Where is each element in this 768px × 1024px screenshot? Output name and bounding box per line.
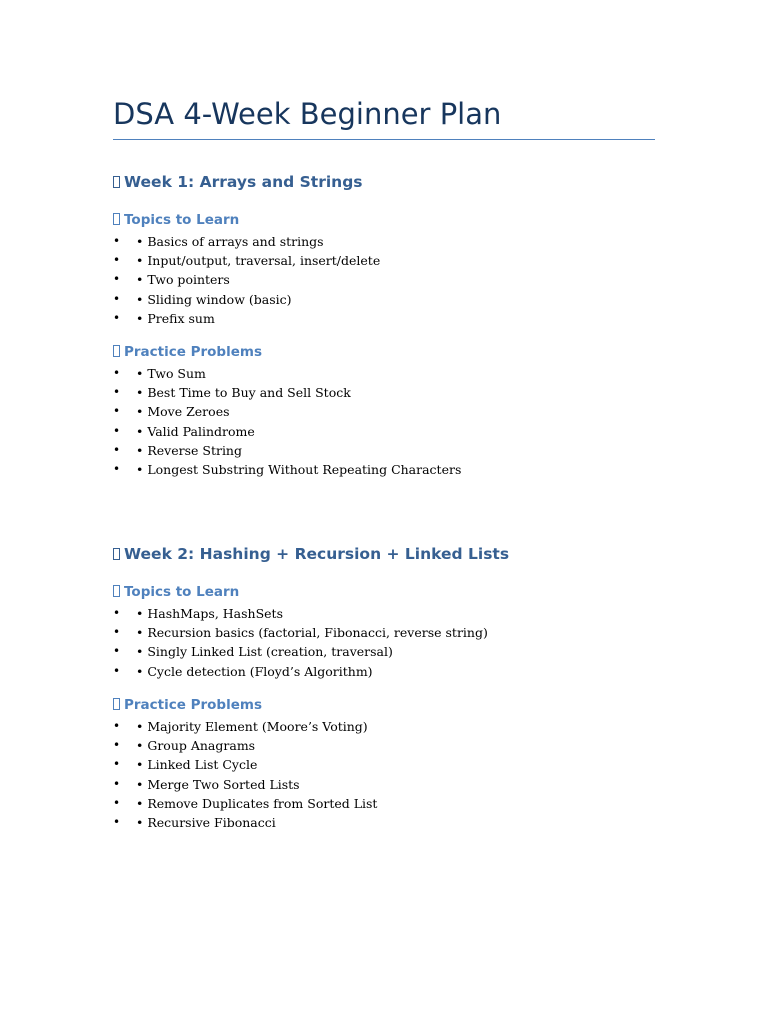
bullet-icon: •	[113, 310, 121, 325]
list-item-text: • Majority Element (Moore’s Voting)	[136, 719, 368, 734]
missing-glyph-icon	[113, 698, 120, 710]
week-2-heading-text: Week 2: Hashing + Recursion + Linked Lists	[124, 545, 510, 563]
bullet-icon: •	[113, 291, 121, 306]
bullet-icon: •	[113, 442, 121, 457]
list-item-text: • Reverse String	[136, 442, 242, 458]
list-item-text: • Recursion basics (factorial, Fibonacci, reverse string)	[136, 625, 488, 641]
week-2-problems-heading-text: Practice Problems	[124, 697, 262, 713]
list-item-text: • Linked List Cycle	[136, 757, 258, 773]
bullet-icon: •	[113, 814, 121, 829]
week-1-topics-heading	[113, 210, 239, 230]
title-underline	[113, 139, 655, 140]
bullet-icon: •	[113, 625, 121, 640]
week-1-heading-text: Week 1: Arrays and Strings	[124, 173, 363, 191]
week-2-topics-heading	[113, 582, 239, 602]
missing-glyph-icon	[113, 345, 120, 357]
bullet-icon: •	[113, 719, 121, 733]
list-item-text: • Cycle detection (Floyd’s Algorithm)	[136, 663, 373, 679]
document-title: DSA 4-Week Beginner Plan	[113, 97, 502, 131]
list-item-text: • Move Zeroes	[136, 404, 230, 420]
bullet-icon: •	[113, 385, 121, 400]
missing-glyph-icon	[113, 176, 120, 188]
bullet-icon: •	[113, 644, 121, 659]
bullet-icon: •	[113, 404, 121, 419]
list-item-text: • Valid Palindrome	[136, 423, 255, 439]
list-item-text: • Remove Duplicates from Sorted List	[136, 795, 378, 811]
bullet-icon: •	[113, 795, 121, 810]
bullet-icon: •	[113, 606, 121, 620]
list-item-text: • Input/output, traversal, insert/delete	[136, 253, 381, 269]
week-1-problems-heading-text: Practice Problems	[124, 344, 262, 360]
week-2-topics-heading-text: Topics to Learn	[124, 584, 240, 600]
bullet-icon: •	[113, 663, 121, 678]
week-2-heading	[113, 543, 509, 565]
list-item-text: • Recursive Fibonacci	[136, 814, 276, 830]
bullet-icon: •	[113, 461, 121, 476]
list-item-text: • Best Time to Buy and Sell Stock	[136, 385, 351, 401]
list-item-text: • Longest Substring Without Repeating Characters	[136, 461, 462, 477]
list-item-text: • Singly Linked List (creation, traversal)	[136, 644, 393, 660]
list-item-text: • Sliding window (basic)	[136, 291, 292, 307]
week-1-topics-heading-text: Topics to Learn	[124, 212, 240, 228]
week-2-problems-heading	[113, 695, 262, 715]
missing-glyph-icon	[113, 585, 120, 597]
bullet-icon: •	[113, 776, 121, 791]
week-1-problems-heading	[113, 342, 262, 362]
bullet-icon: •	[113, 253, 121, 268]
list-item-text: • Two pointers	[136, 272, 230, 288]
bullet-icon: •	[113, 272, 121, 287]
bullet-icon: •	[113, 757, 121, 772]
list-item-text: • Merge Two Sorted Lists	[136, 776, 300, 792]
bullet-icon: •	[113, 738, 121, 753]
bullet-icon: •	[113, 423, 121, 438]
missing-glyph-icon	[113, 548, 120, 560]
missing-glyph-icon	[113, 213, 120, 225]
list-item-text: • Prefix sum	[136, 310, 215, 326]
list-item-text: • Basics of arrays and strings	[136, 234, 324, 249]
list-item-text: • Group Anagrams	[136, 738, 256, 754]
bullet-icon: •	[113, 366, 121, 380]
bullet-icon: •	[113, 234, 121, 248]
list-item-text: • HashMaps, HashSets	[136, 606, 283, 621]
list-item-text: • Two Sum	[136, 366, 206, 381]
week-1-heading	[113, 171, 363, 193]
